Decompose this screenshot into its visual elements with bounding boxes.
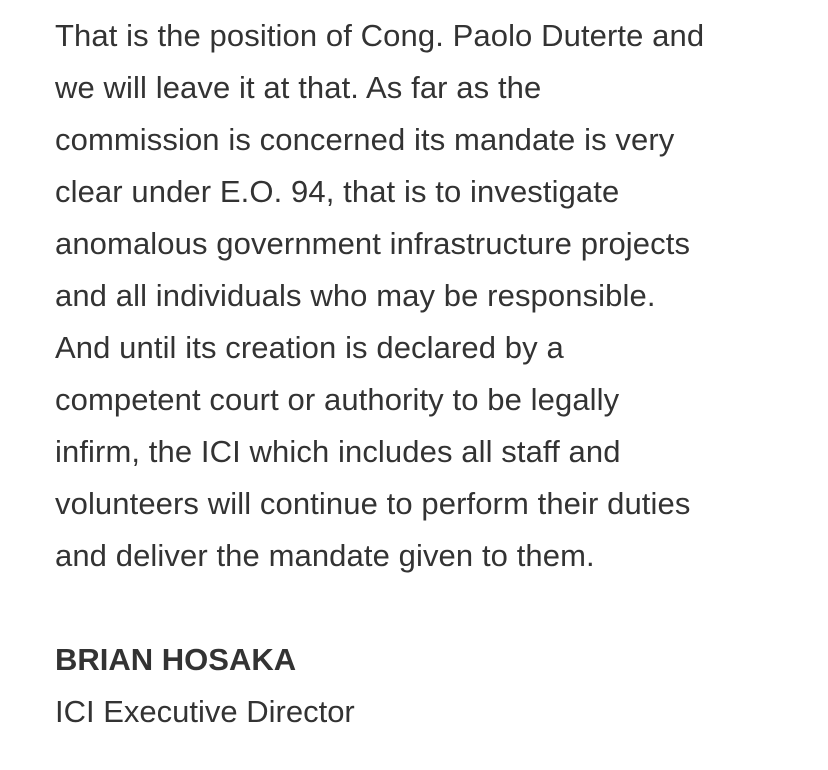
signature-block <box>55 634 795 738</box>
statement-line: commission is concerned its mandate is very <box>55 122 675 157</box>
signatory-title: ICI Executive Director <box>55 694 355 729</box>
statement-line: That is the position of Cong. Paolo Duterte and <box>55 18 705 53</box>
statement-line: and all individuals who may be responsible. <box>55 278 656 313</box>
statement-line: clear under E.O. 94, that is to investigate <box>55 174 620 209</box>
statement-line: volunteers will continue to perform their duties <box>55 486 691 521</box>
signatory-name: BRIAN HOSAKA <box>55 642 297 677</box>
statement-line: and deliver the mandate given to them. <box>55 538 595 573</box>
statement-line: And until its creation is declared by a <box>55 330 564 365</box>
statement-line: competent court or authority to be legally <box>55 382 620 417</box>
statement-line: anomalous government infrastructure projects <box>55 226 691 261</box>
statement-line: infirm, the ICI which includes all staff and <box>55 434 621 469</box>
statement-body <box>55 10 795 582</box>
statement-line: we will leave it at that. As far as the <box>55 70 542 105</box>
